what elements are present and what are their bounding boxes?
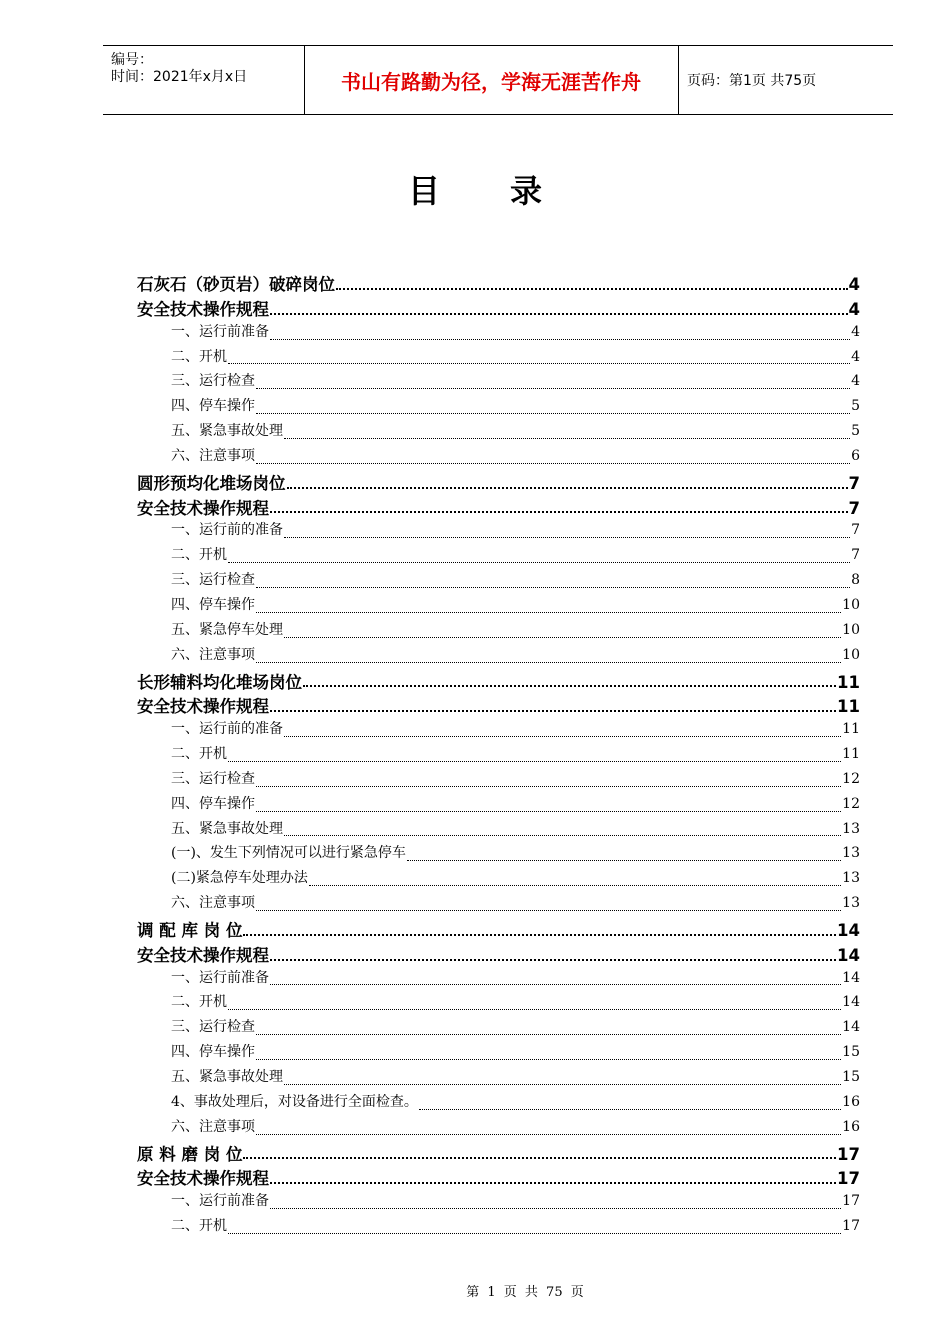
- toc-dot-leader: [419, 1109, 841, 1110]
- toc-dot-leader: [270, 511, 848, 513]
- toc-page-number: 13: [842, 870, 860, 887]
- header-page-cell: [679, 46, 893, 114]
- toc-page-number: 7: [848, 498, 860, 518]
- toc-entry-label: 六、注意事项: [171, 895, 255, 912]
- toc-page-number: 5: [851, 398, 860, 415]
- toc-dot-leader: [228, 1009, 841, 1010]
- toc-heading-entry[interactable]: [137, 942, 860, 967]
- table-of-contents: [137, 271, 860, 1240]
- toc-page-number: 17: [842, 1193, 860, 1210]
- toc-heading-entry[interactable]: [137, 669, 860, 694]
- toc-page-number: 17: [837, 1144, 860, 1164]
- toc-entry-label: 五、紧急停车处理: [171, 621, 283, 638]
- toc-subentry[interactable]: [137, 1041, 860, 1066]
- toc-entry-label: (一)、发生下列情况可以进行紧急停车: [171, 845, 406, 862]
- toc-subentry[interactable]: [137, 892, 860, 917]
- toc-page-number: 4: [848, 299, 860, 319]
- toc-page-number: 14: [842, 969, 860, 986]
- toc-page-number: 16: [842, 1118, 860, 1135]
- toc-page-number: 4: [848, 275, 860, 294]
- toc-page-number: 17: [837, 1169, 860, 1189]
- toc-dot-leader: [256, 662, 841, 663]
- toc-subentry[interactable]: [137, 544, 860, 569]
- toc-page-number: 4: [851, 373, 860, 390]
- toc-page-number: 7: [848, 473, 860, 493]
- toc-subentry[interactable]: [137, 370, 860, 395]
- toc-entry-label: 一、运行前准备: [171, 1193, 269, 1210]
- toc-subentry[interactable]: [137, 743, 860, 768]
- toc-page-number: 7: [851, 522, 860, 539]
- toc-heading-entry[interactable]: [137, 271, 860, 296]
- toc-subentry[interactable]: [137, 420, 860, 445]
- toc-entry-label: 安全技术操作规程: [137, 945, 269, 965]
- toc-dot-leader: [228, 363, 850, 364]
- toc-entry-label: 三、运行检查: [171, 572, 255, 589]
- toc-subentry[interactable]: [137, 569, 860, 594]
- toc-dot-leader: [228, 562, 850, 563]
- toc-entry-label: 三、运行检查: [171, 1019, 255, 1036]
- toc-dot-leader: [256, 463, 850, 464]
- toc-entry-label: 安全技术操作规程: [137, 299, 269, 319]
- toc-page-number: 11: [842, 746, 860, 763]
- toc-heading-entry[interactable]: [137, 693, 860, 718]
- toc-entry-label: 五、紧急事故处理: [171, 1069, 283, 1085]
- toc-dot-leader: [256, 1134, 841, 1135]
- toc-heading-entry[interactable]: [137, 917, 860, 942]
- toc-dot-leader: [243, 934, 836, 936]
- toc-subentry[interactable]: [137, 445, 860, 470]
- toc-page-number: 7: [851, 547, 860, 564]
- toc-dot-leader: [256, 1034, 841, 1035]
- header-page-code: 页码：第1页 共75页: [687, 73, 817, 89]
- toc-page-number: 17: [842, 1218, 860, 1235]
- toc-subentry[interactable]: [137, 793, 860, 818]
- toc-subentry[interactable]: [137, 818, 860, 843]
- toc-entry-label: 原 料 磨 岗 位: [137, 1144, 243, 1164]
- toc-subentry[interactable]: [137, 1016, 860, 1041]
- toc-subentry[interactable]: [137, 967, 860, 992]
- toc-dot-leader: [284, 736, 841, 737]
- toc-dot-leader: [309, 885, 841, 886]
- page-title: 目录: [407, 172, 612, 210]
- toc-subentry[interactable]: [137, 395, 860, 420]
- toc-entry-label: 二、开机: [171, 994, 227, 1011]
- toc-dot-leader: [256, 811, 841, 812]
- toc-entry-label: 六、注意事项: [171, 646, 255, 663]
- toc-dot-leader: [256, 587, 850, 588]
- toc-subentry[interactable]: [137, 768, 860, 793]
- toc-page-number: 12: [842, 795, 860, 812]
- toc-dot-leader: [407, 860, 841, 861]
- toc-subentry[interactable]: [137, 1066, 860, 1091]
- document-number-label: 编号：: [111, 52, 153, 68]
- toc-dot-leader: [284, 537, 850, 538]
- header-meta-cell: [103, 46, 305, 114]
- toc-entry-label: 四、停车操作: [171, 398, 255, 415]
- toc-entry-label: 安全技术操作规程: [137, 1169, 269, 1189]
- toc-page-number: 14: [842, 994, 860, 1011]
- toc-entry-label: 四、停车操作: [171, 795, 255, 812]
- toc-entry-label: 五、紧急事故处理: [171, 423, 283, 440]
- toc-dot-leader: [256, 388, 850, 389]
- toc-dot-leader: [336, 288, 848, 290]
- toc-dot-leader: [256, 1059, 841, 1060]
- toc-entry-label: 三、运行检查: [171, 770, 255, 787]
- toc-dot-leader: [243, 1157, 836, 1159]
- toc-entry-label: 一、运行前准备: [171, 969, 269, 986]
- toc-subentry[interactable]: [137, 991, 860, 1016]
- toc-dot-leader: [270, 710, 836, 712]
- toc-page-number: 4: [851, 348, 860, 365]
- toc-page-number: 11: [837, 672, 860, 692]
- toc-page-number: 6: [851, 447, 860, 464]
- toc-subentry[interactable]: [137, 718, 860, 743]
- toc-subentry[interactable]: [137, 346, 860, 371]
- toc-entry-label: 二、开机: [171, 547, 227, 564]
- toc-page-number: 10: [842, 646, 860, 663]
- document-time-label: 时间：2021年x月x日: [111, 69, 248, 85]
- toc-dot-leader: [256, 786, 841, 787]
- toc-entry-label: 调 配 库 岗 位: [137, 920, 243, 940]
- toc-dot-leader: [270, 984, 841, 985]
- header-motto-cell: [304, 46, 679, 114]
- toc-subentry[interactable]: [137, 867, 860, 892]
- toc-page-number: 10: [842, 621, 860, 638]
- toc-entry-label: 一、运行前的准备: [171, 721, 283, 738]
- page-footer: 第 1 页 共 75 页: [466, 1285, 584, 1300]
- toc-subentry[interactable]: [137, 644, 860, 669]
- header-motto: 书山有路勤为径，学海无涯苦作舟: [341, 69, 641, 94]
- toc-page-number: 13: [842, 895, 860, 912]
- toc-entry-label: 二、开机: [171, 746, 227, 763]
- toc-entry-label: 二、开机: [171, 1218, 227, 1235]
- toc-subentry[interactable]: [137, 619, 860, 644]
- toc-heading-entry[interactable]: [137, 1165, 860, 1190]
- toc-dot-leader: [284, 637, 841, 638]
- toc-dot-leader: [256, 413, 850, 414]
- toc-subentry[interactable]: [137, 519, 860, 544]
- toc-dot-leader: [256, 910, 841, 911]
- document-header: [103, 45, 893, 115]
- toc-entry-label: 安全技术操作规程: [137, 697, 269, 717]
- toc-page-number: 12: [842, 770, 860, 787]
- toc-page-number: 16: [842, 1093, 860, 1110]
- toc-entry-label: 四、停车操作: [171, 1044, 255, 1061]
- toc-entry-label: 二、开机: [171, 348, 227, 365]
- toc-page-number: 14: [842, 1019, 860, 1036]
- toc-entry-label: (二)紧急停车处理办法: [171, 870, 308, 887]
- toc-entry-label: 四、停车操作: [171, 596, 255, 613]
- toc-page-number: 11: [837, 697, 860, 717]
- toc-subentry[interactable]: [137, 1190, 860, 1215]
- toc-heading-entry[interactable]: [137, 470, 860, 495]
- toc-dot-leader: [303, 685, 836, 687]
- toc-dot-leader: [256, 612, 841, 613]
- toc-subentry[interactable]: [137, 1091, 860, 1116]
- toc-heading-entry[interactable]: [137, 495, 860, 520]
- toc-dot-leader: [270, 1208, 841, 1209]
- toc-dot-leader: [270, 959, 836, 961]
- toc-entry-label: 六、注意事项: [171, 1118, 255, 1135]
- toc-entry-label: 一、运行前准备: [171, 323, 269, 340]
- toc-dot-leader: [228, 1233, 841, 1234]
- toc-dot-leader: [287, 487, 848, 489]
- toc-dot-leader: [270, 1182, 836, 1184]
- toc-subentry[interactable]: [137, 842, 860, 867]
- toc-page-number: 15: [842, 1044, 860, 1061]
- toc-dot-leader: [284, 835, 841, 836]
- toc-page-number: 13: [842, 845, 860, 862]
- toc-entry-label: 4、事故处理后，对设备进行全面检查。: [171, 1093, 418, 1110]
- toc-page-number: 15: [842, 1069, 860, 1085]
- toc-page-number: 14: [837, 945, 860, 965]
- toc-entry-label: 长形辅料均化堆场岗位: [137, 672, 302, 692]
- toc-entry-label: 三、运行检查: [171, 373, 255, 390]
- toc-entry-label: 圆形预均化堆场岗位: [137, 473, 286, 493]
- toc-entry-label: 六、注意事项: [171, 447, 255, 464]
- toc-subentry[interactable]: [137, 594, 860, 619]
- toc-page-number: 4: [851, 323, 860, 340]
- toc-dot-leader: [284, 438, 850, 439]
- toc-page-number: 13: [842, 820, 860, 837]
- toc-entry-label: 五、紧急事故处理: [171, 820, 283, 837]
- toc-subentry[interactable]: [137, 321, 860, 346]
- toc-entry-label: 石灰石（砂页岩）破碎岗位: [137, 275, 335, 294]
- toc-page-number: 11: [842, 721, 860, 738]
- toc-subentry[interactable]: [137, 1215, 860, 1240]
- toc-dot-leader: [270, 339, 850, 340]
- toc-dot-leader: [284, 1084, 841, 1085]
- toc-subentry[interactable]: [137, 1116, 860, 1141]
- toc-heading-entry[interactable]: [137, 1141, 860, 1166]
- toc-entry-label: 安全技术操作规程: [137, 498, 269, 518]
- toc-page-number: 10: [842, 596, 860, 613]
- toc-page-number: 8: [851, 572, 860, 589]
- toc-dot-leader: [228, 761, 841, 762]
- toc-page-number: 14: [837, 920, 860, 940]
- toc-entry-label: 一、运行前的准备: [171, 522, 283, 539]
- toc-dot-leader: [270, 313, 848, 315]
- toc-heading-entry[interactable]: [137, 296, 860, 321]
- toc-page-number: 5: [851, 423, 860, 440]
